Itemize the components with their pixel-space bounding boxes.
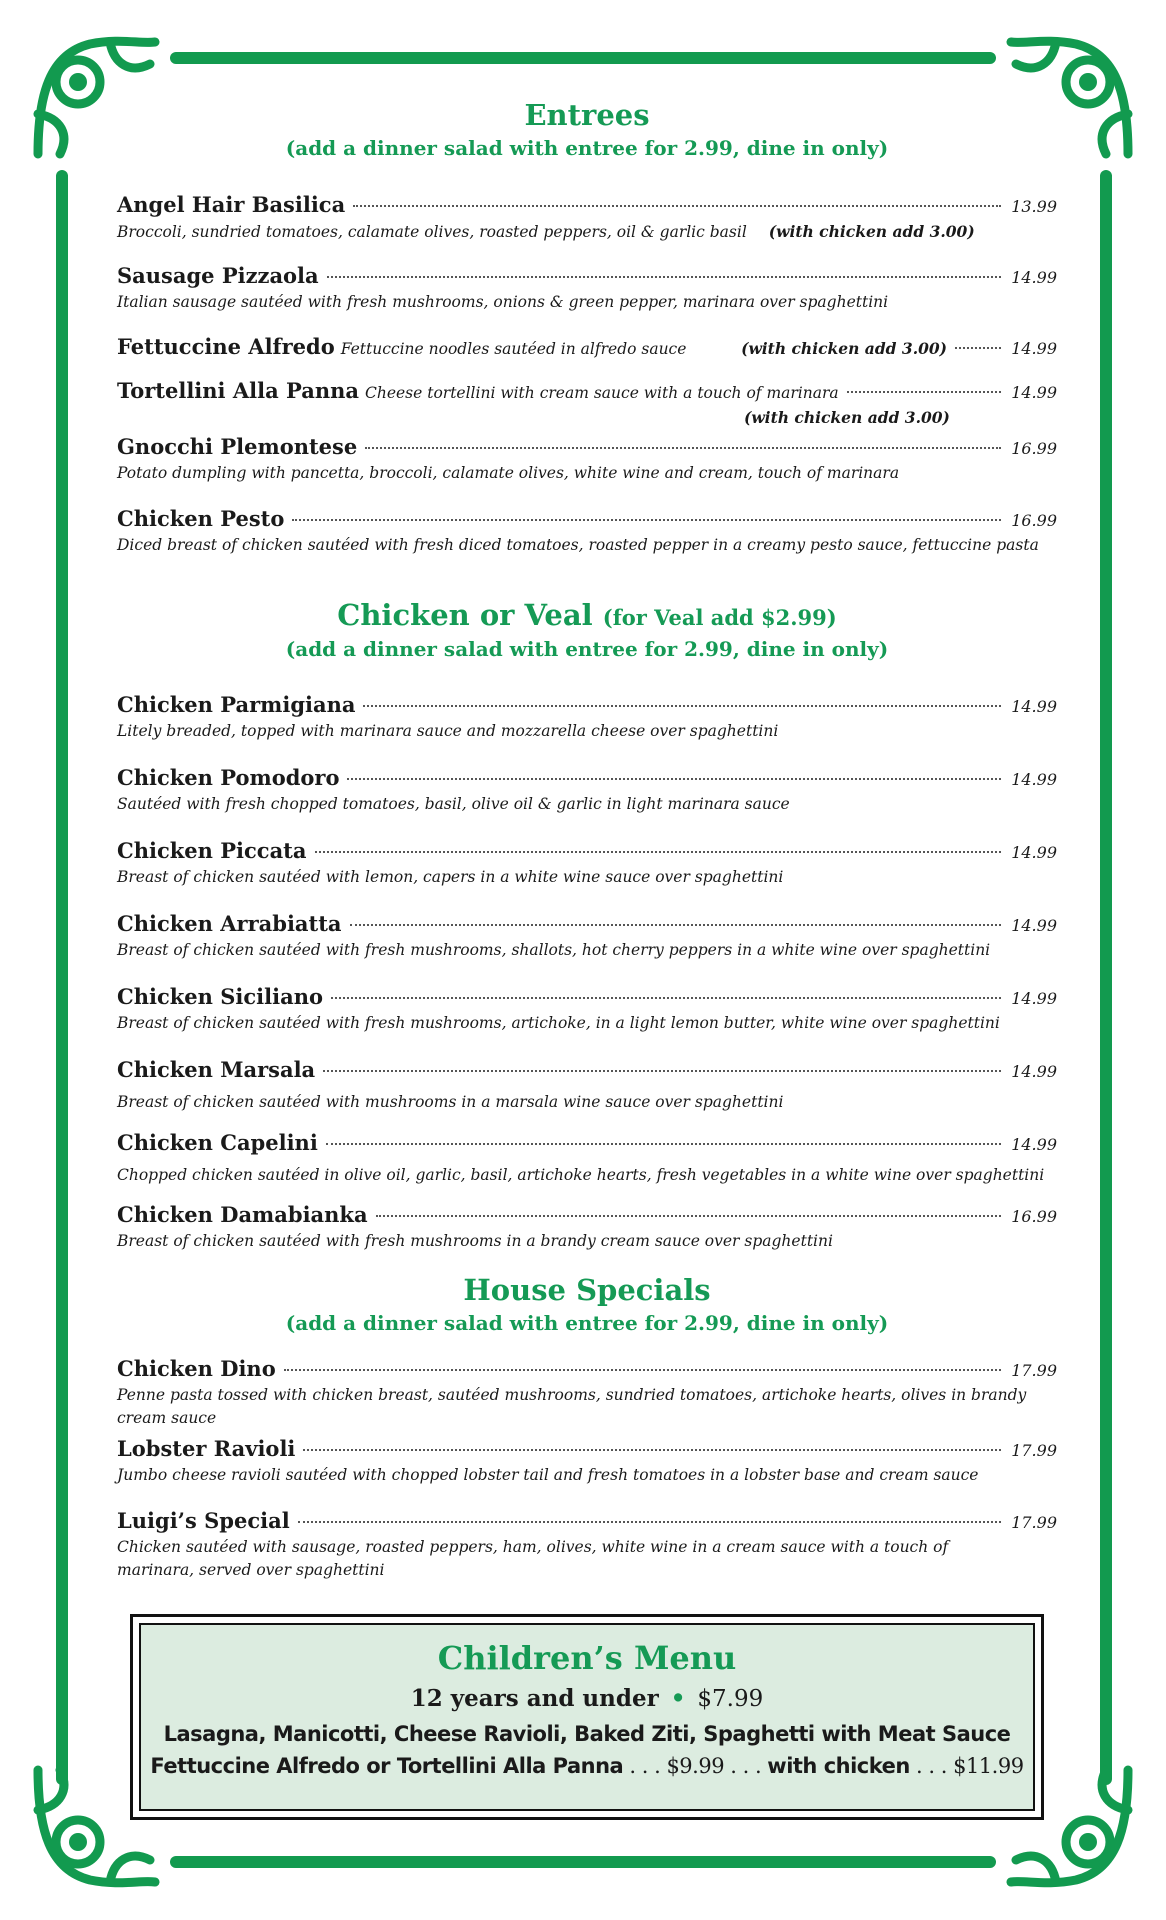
menu-item (117, 334, 1057, 360)
item-price: 14.99 (1011, 339, 1057, 358)
menu-item (117, 1202, 1057, 1253)
item-name: Sausage Pizzaola (117, 263, 319, 288)
chicken-veal-title-text: Chicken or Veal (337, 598, 593, 632)
item-name: Chicken Parmigiana (117, 692, 356, 717)
chicken-veal-subtitle: (add a dinner salad with entree for 2.99, dine in only) (285, 637, 889, 661)
menu-item (117, 434, 1057, 485)
item-name: Chicken Siciliano (117, 984, 323, 1009)
menu-item (117, 192, 1057, 244)
item-price: 14.99 (1011, 697, 1057, 716)
item-price: 16.99 (1011, 511, 1057, 530)
menu-item (117, 506, 1057, 557)
menu-item (117, 1508, 1057, 1582)
item-price: 16.99 (1011, 1207, 1057, 1226)
item-description: Breast of chicken sautéed with fresh mushrooms in a brandy cream sauce over spaghettini (117, 1232, 833, 1250)
item-description: Chopped chicken sautéed in olive oil, garlic, basil, artichoke hearts, fresh vegetables in a white wine over spaghettini (117, 1166, 1045, 1184)
dot-leader (347, 778, 1001, 780)
item-name: Luigi’s Special (117, 1508, 290, 1533)
item-name: Chicken Marsala (117, 1057, 316, 1082)
childrens-age: 12 years and under (410, 1685, 659, 1712)
item-note-row (117, 406, 1057, 430)
item-price: 17.99 (1011, 1513, 1057, 1532)
menu-item (117, 1130, 1057, 1187)
menu-item (117, 765, 1057, 816)
frame-right-bar (1100, 170, 1112, 1785)
item-description: Breast of chicken sautéed with mushrooms in a marsala wine sauce over spaghettini (117, 1093, 784, 1111)
childrens-menu-panel (139, 1623, 1035, 1811)
item-name: Chicken Piccata (117, 838, 307, 863)
childrens-extra-chicken-label: with chicken (767, 1754, 910, 1778)
item-description: Breast of chicken sautéed with fresh mushrooms, shallots, hot cherry peppers in a white wine over spaghettini (117, 941, 991, 959)
item-price: 17.99 (1011, 1441, 1057, 1460)
house-specials-title: House Specials (463, 1273, 711, 1307)
item-name: Chicken Pesto (117, 506, 285, 531)
item-note: (with chicken add 3.00) (744, 408, 950, 427)
item-description: Diced breast of chicken sautéed with fresh diced tomatoes, roasted pepper in a creamy pesto sauce, fettuccine pasta (117, 536, 1039, 554)
item-price: 14.99 (1011, 989, 1057, 1008)
dot-leader (365, 447, 1001, 449)
item-price: 17.99 (1011, 1361, 1057, 1380)
dot-leader (326, 1143, 1001, 1145)
item-name: Angel Hair Basilica (117, 192, 346, 217)
childrens-extra-name: Fettuccine Alfredo or Tortellini Alla Panna (150, 1754, 624, 1778)
item-description (117, 220, 1057, 244)
item-description: Fettuccine noodles sautéed in alfredo sauce (340, 340, 687, 358)
dot-leader (298, 1521, 1001, 1523)
item-price: 16.99 (1011, 439, 1057, 458)
item-price: 14.99 (1011, 770, 1057, 789)
bullet-icon: • (670, 1685, 686, 1712)
item-description: Litely breaded, topped with marinara sauce and mozzarella cheese over spaghettini (117, 722, 779, 740)
item-desc-text: Broccoli, sundried tomatoes, calamate olives, roasted peppers, oil & garlic basil (117, 223, 747, 241)
childrens-menu-list: Lasagna, Manicotti, Cheese Ravioli, Baked Ziti, Spaghetti with Meat Sauce (163, 1722, 1011, 1746)
item-description: Sautéed with fresh chopped tomatoes, basil, olive oil & garlic in light marinara sauce (117, 795, 790, 813)
chicken-veal-title (117, 598, 1057, 632)
dot-leader (955, 347, 1001, 349)
childrens-menu-extra (141, 1754, 1033, 1778)
childrens-price: $7.99 (697, 1686, 764, 1712)
dot-leader (315, 851, 1002, 853)
item-name: Chicken Damabianka (117, 1202, 368, 1227)
childrens-menu-title: Children’s Menu (437, 1639, 737, 1677)
dot-leader (847, 391, 1001, 393)
dot-separator: . . . (724, 1754, 768, 1778)
item-description: Italian sausage sautéed with fresh mushrooms, onions & green pepper, marinara over spaghettini (117, 293, 889, 311)
item-name: Chicken Arrabiatta (117, 911, 342, 936)
item-name: Fettuccine Alfredo (117, 334, 335, 359)
item-price: 14.99 (1011, 1062, 1057, 1081)
item-name: Chicken Capelini (117, 1130, 318, 1155)
menu-item (117, 263, 1057, 314)
menu-item (117, 1356, 1057, 1430)
dot-leader (327, 276, 1001, 278)
dot-leader (323, 1070, 1001, 1072)
dot-leader (353, 205, 1001, 207)
menu-item (117, 378, 1057, 430)
childrens-menu-box (130, 1614, 1044, 1820)
item-price: 13.99 (1011, 197, 1057, 216)
item-price: 14.99 (1011, 383, 1057, 402)
item-note: (with chicken add 3.00) (741, 339, 947, 358)
frame-top-bar (170, 52, 996, 64)
item-name: Chicken Pomodoro (117, 765, 340, 790)
item-name: Gnocchi Plemontese (117, 434, 358, 459)
menu-item (117, 692, 1057, 743)
item-description: Breast of chicken sautéed with lemon, capers in a white wine sauce over spaghettini (117, 868, 784, 886)
item-price: 14.99 (1011, 916, 1057, 935)
dot-leader (303, 1449, 1001, 1451)
dot-leader (376, 1215, 1001, 1217)
frame-bottom-bar (170, 1856, 996, 1868)
item-description: Chicken sautéed with sausage, roasted peppers, ham, olives, white wine in a cream sauce with a touch of marinara, served over spaghettini (117, 1538, 949, 1579)
item-description: Jumbo cheese ravioli sautéed with chopped lobster tail and fresh tomatoes in a lobster base and cream sauce (117, 1466, 979, 1484)
item-name: Tortellini Alla Panna (117, 378, 359, 403)
childrens-extra-chicken-price: $11.99 (953, 1754, 1024, 1778)
item-price: 14.99 (1011, 843, 1057, 862)
item-description: Breast of chicken sautéed with fresh mushrooms, artichoke, in a light lemon butter, white wine over spaghettini (117, 1014, 1000, 1032)
frame-left-bar (56, 170, 68, 1785)
dot-leader (350, 924, 1001, 926)
childrens-menu-age-line (141, 1685, 1033, 1712)
dot-leader (331, 997, 1001, 999)
dot-leader (292, 519, 1001, 521)
entrees-title: Entrees (524, 98, 650, 132)
chicken-veal-title-note: (for Veal add $2.99) (602, 605, 837, 630)
item-price: 14.99 (1011, 268, 1057, 287)
dot-separator: . . . (623, 1754, 667, 1778)
item-price: 14.99 (1011, 1135, 1057, 1154)
house-specials-subtitle: (add a dinner salad with entree for 2.99, dine in only) (285, 1311, 889, 1335)
dot-separator: . . . (909, 1754, 954, 1778)
menu-item (117, 984, 1057, 1035)
menu-item (117, 838, 1057, 889)
menu-item (117, 1436, 1057, 1487)
item-description: Penne pasta tossed with chicken breast, sautéed mushrooms, sundried tomatoes, artichoke hearts, olives in brandy cream sauce (117, 1386, 1027, 1427)
childrens-extra-price: $9.99 (666, 1754, 725, 1778)
menu-item (117, 1057, 1057, 1114)
dot-leader (363, 705, 1001, 707)
item-note: (with chicken add 3.00) (768, 222, 975, 241)
item-description: Cheese tortellini with cream sauce with a touch of marinara (364, 384, 839, 402)
item-description: Potato dumpling with pancetta, broccoli, calamate olives, white wine and cream, touch of marinara (117, 464, 900, 482)
item-name: Chicken Dino (117, 1356, 276, 1381)
entrees-subtitle: (add a dinner salad with entree for 2.99, dine in only) (285, 136, 889, 160)
dot-leader (284, 1369, 1001, 1371)
item-name: Lobster Ravioli (117, 1436, 296, 1461)
menu-item (117, 911, 1057, 962)
